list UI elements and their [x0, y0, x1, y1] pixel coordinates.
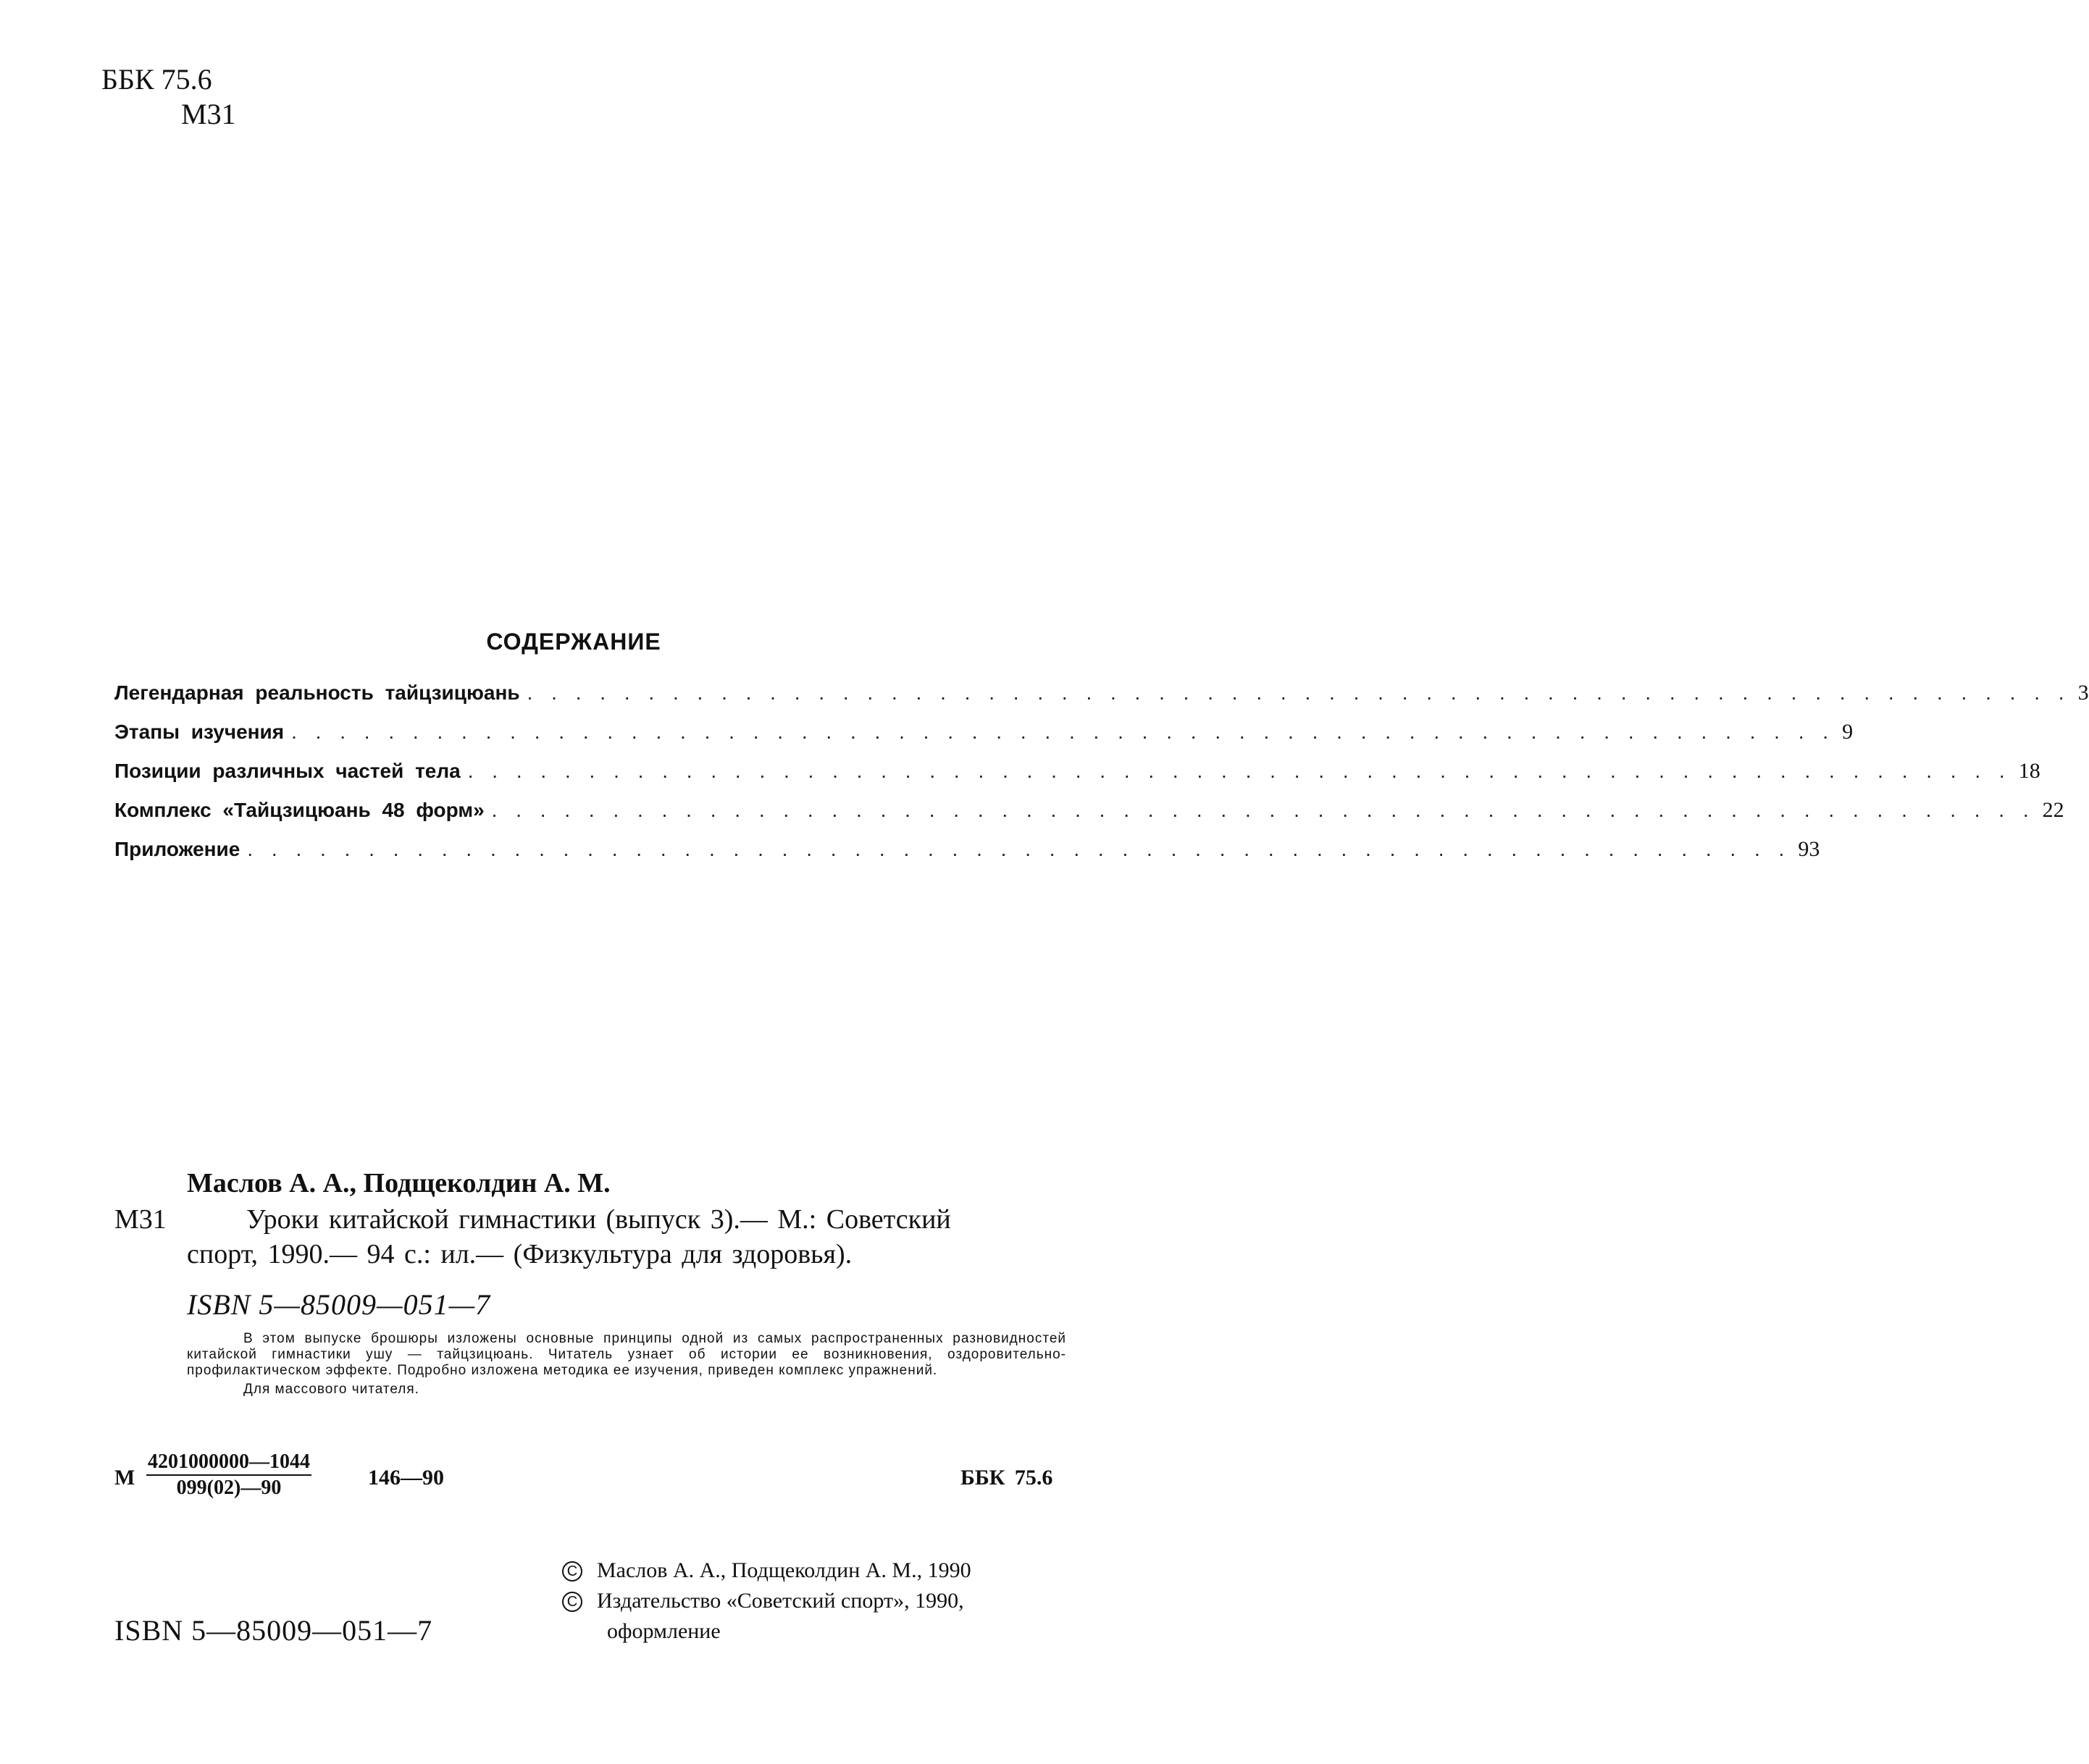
copyright-icon: C	[562, 1561, 582, 1582]
toc-leader-dots: . . . . . . . . . . . . . . . . . . . . . . . . . . . . . . . . . . . . . . . . . . . . . . . . . . . . . . . . . . . . . . . .	[491, 799, 2035, 821]
contents-title: СОДЕРЖАНИЕ	[486, 629, 661, 655]
toc-entry-label: Позиции различных частей тела	[114, 760, 461, 782]
imprint-bbk: ББК 75.6	[960, 1466, 1053, 1490]
bbk-code: ББК 75.6	[101, 63, 212, 96]
toc-entry-label: Этапы изучения	[114, 721, 285, 743]
copyright-line	[562, 1586, 971, 1616]
toc-entry-label: Приложение	[114, 838, 240, 860]
imprint-fraction	[146, 1450, 311, 1500]
toc-leader-dots: . . . . . . . . . . . . . . . . . . . . . . . . . . . . . . . . . . . . . . . . . . . . . . . . . . . . . . . . . . . . . . . .	[291, 721, 1835, 743]
catalog-title-line-1: Уроки китайской гимнастики (выпуск 3).— М.: Советский	[246, 1204, 951, 1235]
toc-entry[interactable]	[114, 798, 2064, 837]
imprint-prefix: М	[114, 1466, 135, 1490]
catalog-author-mark: М31	[114, 1204, 167, 1235]
imprint-numerator: 4201000000—1044	[146, 1450, 311, 1476]
author-mark: М31	[181, 98, 236, 130]
toc-entry[interactable]	[114, 837, 1820, 876]
copyright-publisher: Издательство «Советский спорт», 1990,	[597, 1589, 964, 1613]
toc-entry-label: Легендарная реальность тайцзицюань	[114, 681, 520, 704]
toc-entry-label: Комплекс «Тайцзицюань 48 форм»	[114, 799, 485, 821]
imprint-denominator: 099(02)—90	[176, 1477, 282, 1499]
catalog-isbn: ISBN 5—85009—051—7	[187, 1288, 491, 1321]
catalog-title-line-2: спорт, 1990.— 94 с.: ил.— (Физкультура для здоровья).	[187, 1239, 853, 1269]
toc-entry-page: 93	[1798, 837, 1820, 861]
footer-isbn: ISBN 5—85009—051—7	[114, 1614, 433, 1647]
copyright-authors: Маслов А. А., Подщеколдин А. М., 1990	[597, 1558, 971, 1582]
toc-leader-dots: . . . . . . . . . . . . . . . . . . . . . . . . . . . . . . . . . . . . . . . . . . . . . . . . . . . . . . . . . . . . . . . .	[527, 681, 2071, 704]
catalog-abstract	[187, 1331, 1066, 1398]
toc-entry-page: 3	[2077, 681, 2089, 705]
table-of-contents	[114, 681, 2089, 876]
copyright-block	[562, 1555, 971, 1647]
toc-entry-page: 18	[2018, 759, 2040, 783]
toc-entry[interactable]	[114, 720, 1854, 759]
catalog-authors: Маслов А. А., Подщеколдин А. М.	[187, 1168, 611, 1198]
copyright-icon: C	[562, 1592, 582, 1612]
classification-block	[101, 62, 236, 132]
toc-entry[interactable]	[114, 681, 2089, 720]
toc-entry-page: 9	[1842, 720, 1854, 744]
toc-leader-dots: . . . . . . . . . . . . . . . . . . . . . . . . . . . . . . . . . . . . . . . . . . . . . . . . . . . . . . . . . . . . . . . .	[467, 760, 2011, 782]
toc-entry[interactable]	[114, 759, 2040, 798]
audience-note: Для массового читателя.	[243, 1382, 419, 1397]
copyright-design-note: оформление	[607, 1619, 721, 1643]
toc-entry-page: 22	[2042, 798, 2064, 822]
abstract-text: В этом выпуске брошюры изложены основные принципы одной из самых распространенных разновидностей китайской гимнастики ушу — тайцзицюань. Читатель узнает об истории ее возникновения, оздоровительно-профилактическом эффекте. Подробно изложена методика ее изучения, приведен комплекс упражнений.	[187, 1331, 1066, 1378]
copyright-line	[562, 1555, 971, 1586]
imprint-order: 146—90	[368, 1466, 444, 1490]
toc-leader-dots: . . . . . . . . . . . . . . . . . . . . . . . . . . . . . . . . . . . . . . . . . . . . . . . . . . . . . . . . . . . . . . . .	[247, 838, 1791, 860]
